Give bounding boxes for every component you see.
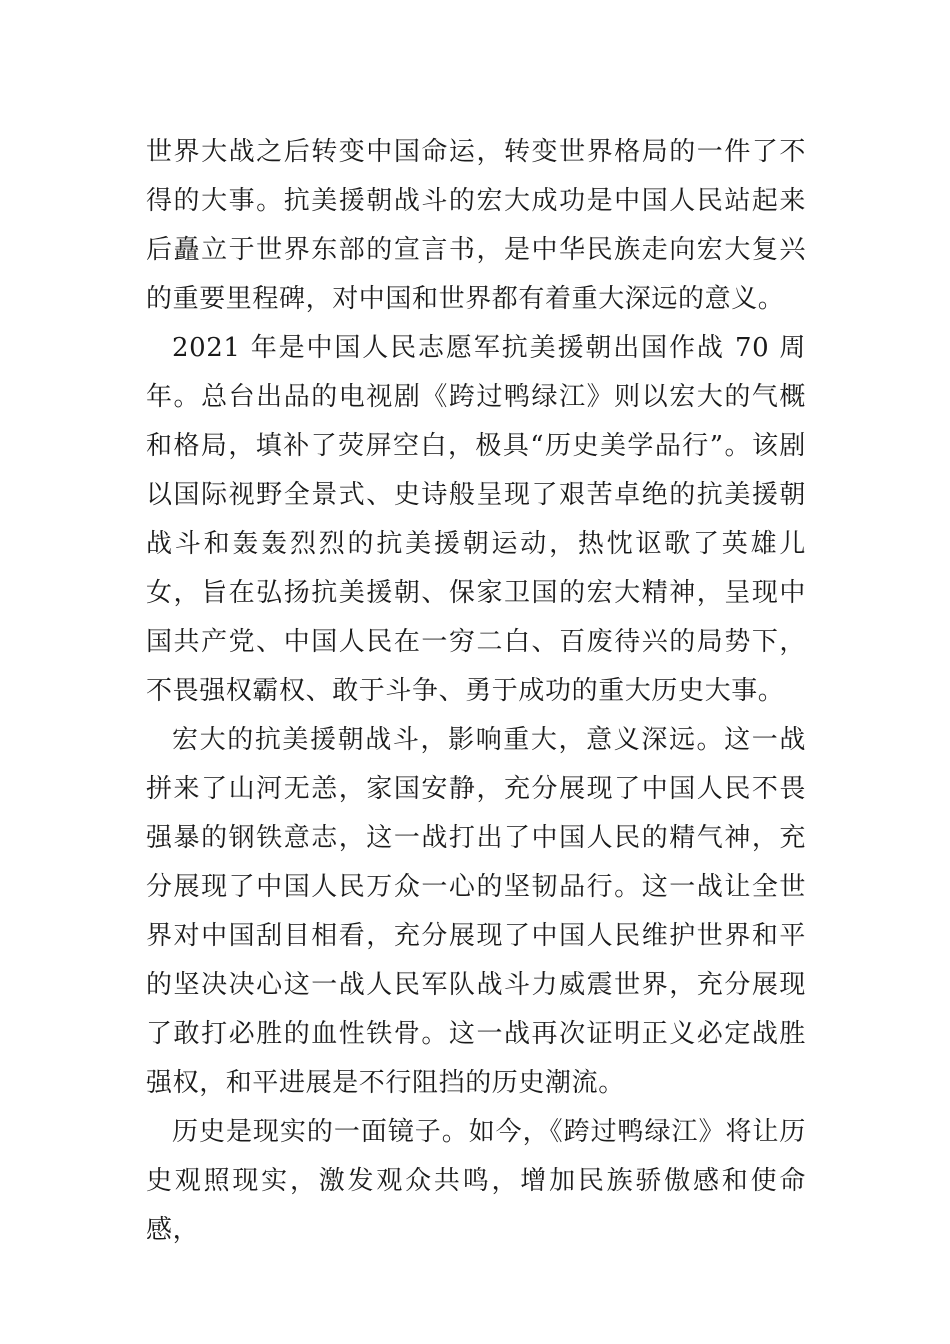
paragraph-2: 2021 年是中国人民志愿军抗美援朝出国作战 70 周年。总台出品的电视剧《跨过鸭绿江》则以宏大的气概和格局，填补了荧屏空白，极具“历史美学品行”。该剧以国际视野全景式、史诗般呈现了艰苦卓绝的抗美援朝战斗和轰轰烈烈的抗美援朝运动，热忱讴歌了英雄儿女，旨在弘扬抗美援朝、保家卫国的宏大精神，呈现中国共产党、中国人民在一穷二白、百废待兴的局势下，不畏强权霸权、敢于斗争、勇于成功的重大历史大事。 <box>146 333 806 706</box>
paragraph-3: 宏大的抗美援朝战斗，影响重大，意义深远。这一战拼来了山河无恙，家国安静，充分展现了中国人民不畏强暴的钢铁意志，这一战打出了中国人民的精气神，充分展现了中国人民万众一心的坚韧品行。这一战让全世界对中国刮目相看，充分展现了中国人民维护世界和平的坚决决心这一战人民军队战斗力威震世界，充分展现了敢打必胜的血性铁骨。这一战再次证明正义必定战胜强权，和平进展是不行阻挡的历史潮流。 <box>146 725 806 1098</box>
document-body <box>146 128 806 1255</box>
paragraph-1: 世界大战之后转变中国命运，转变世界格局的一件了不得的大事。抗美援朝战斗的宏大成功是中国人民站起来后矗立于世界东部的宣言书，是中华民族走向宏大复兴的重要里程碑，对中国和世界都有着重大深远的意义。 <box>146 137 806 314</box>
paragraph-4: 历史是现实的一面镜子。如今，《跨过鸭绿江》将让历史观照现实，激发观众共鸣，增加民族骄傲感和使命感， <box>146 1117 806 1245</box>
